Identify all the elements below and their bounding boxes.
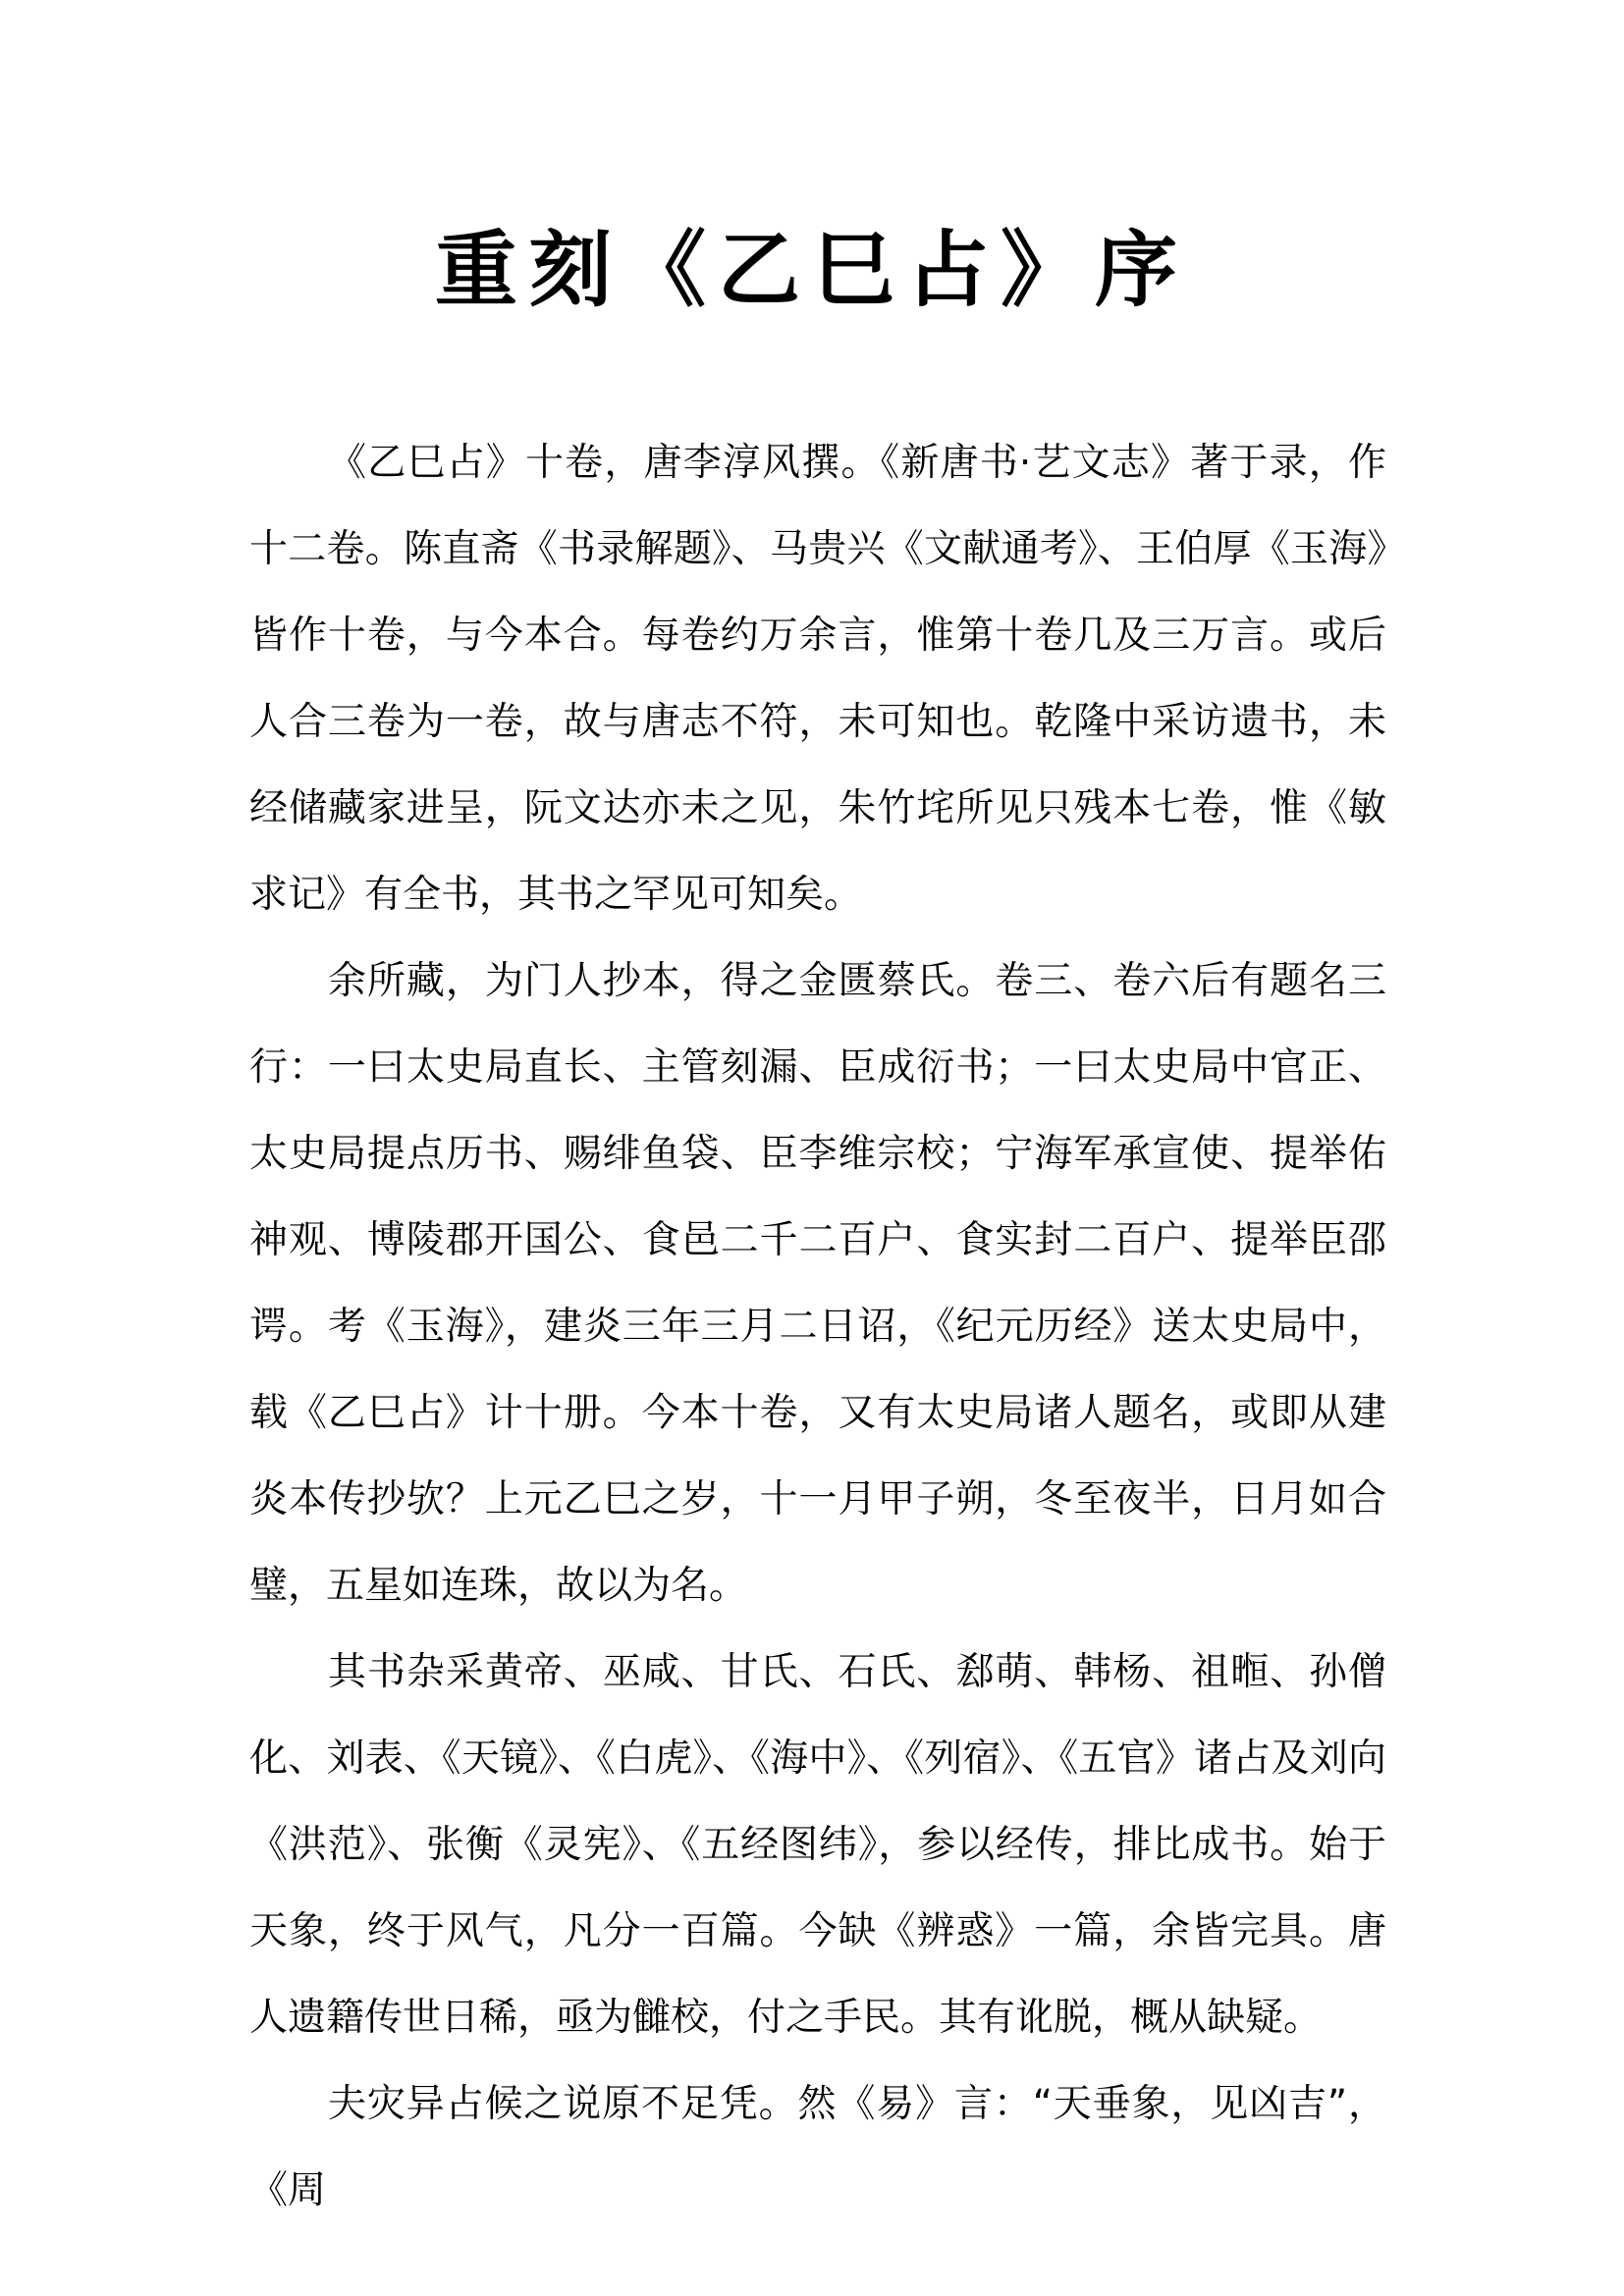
paragraph-3: 其书杂采黄帝、巫咸、甘氏、石氏、郄萌、韩杨、祖暅、孙僧化、刘表、《天镜》、《白虎》、《海中》、《列宿》、《五官》诸占及刘向《洪范》、张衡《灵宪》、《五经图纬》，参以经传，排比成书。始于天象，终于风气，凡分一百篇。今缺《辨惑》一篇，余皆完具。唐人遗籍传世日稀，亟为雠校，付之手民。其有讹脱，概从缺疑。 bbox=[249, 1650, 1386, 2040]
body-text bbox=[249, 420, 1386, 2234]
page-title: 重刻《乙巳占》序 bbox=[434, 221, 1189, 318]
paragraph-4: 夫灾异占候之说原不足凭。然《易》言：“天垂象，见凶吉”，《周 bbox=[249, 2082, 1386, 2213]
paragraph-2: 余所藏，为门人抄本，得之金匮蔡氏。卷三、卷六后有题名三行：一曰太史局直长、主管刻漏、臣成衍书；一曰太史局中官正、太史局提点历书、赐绯鱼袋、臣李维宗校；宁海军承宣使、提举佑神观、博陵郡开国公、食邑二千二百户、食实封二百户、提举臣邵谔。考《玉海》，建炎三年三月二日诏，《纪元历经》送太史局中，载《乙巳占》计十册。今本十卷，又有太史局诸人题名，或即从建炎本传抄欤？上元乙巳之岁，十一月甲子朔，冬至夜半，日月如合璧，五星如连珠，故以为名。 bbox=[249, 959, 1386, 1608]
paragraph-1: 《乙巳占》十卷，唐李淳风撰。《新唐书·艺文志》著于录，作十二卷。陈直斋《书录解题》、马贵兴《文献通考》、王伯厚《玉海》皆作十卷，与今本合。每卷约万余言，惟第十卷几及三万言。或后人合三卷为一卷，故与唐志不符，未可知也。乾隆中采访遗书，未经储藏家进呈，阮文达亦未之见，朱竹垞所见只残本七卷，惟《敏求记》有全书，其书之罕见可知矣。 bbox=[249, 441, 1386, 917]
